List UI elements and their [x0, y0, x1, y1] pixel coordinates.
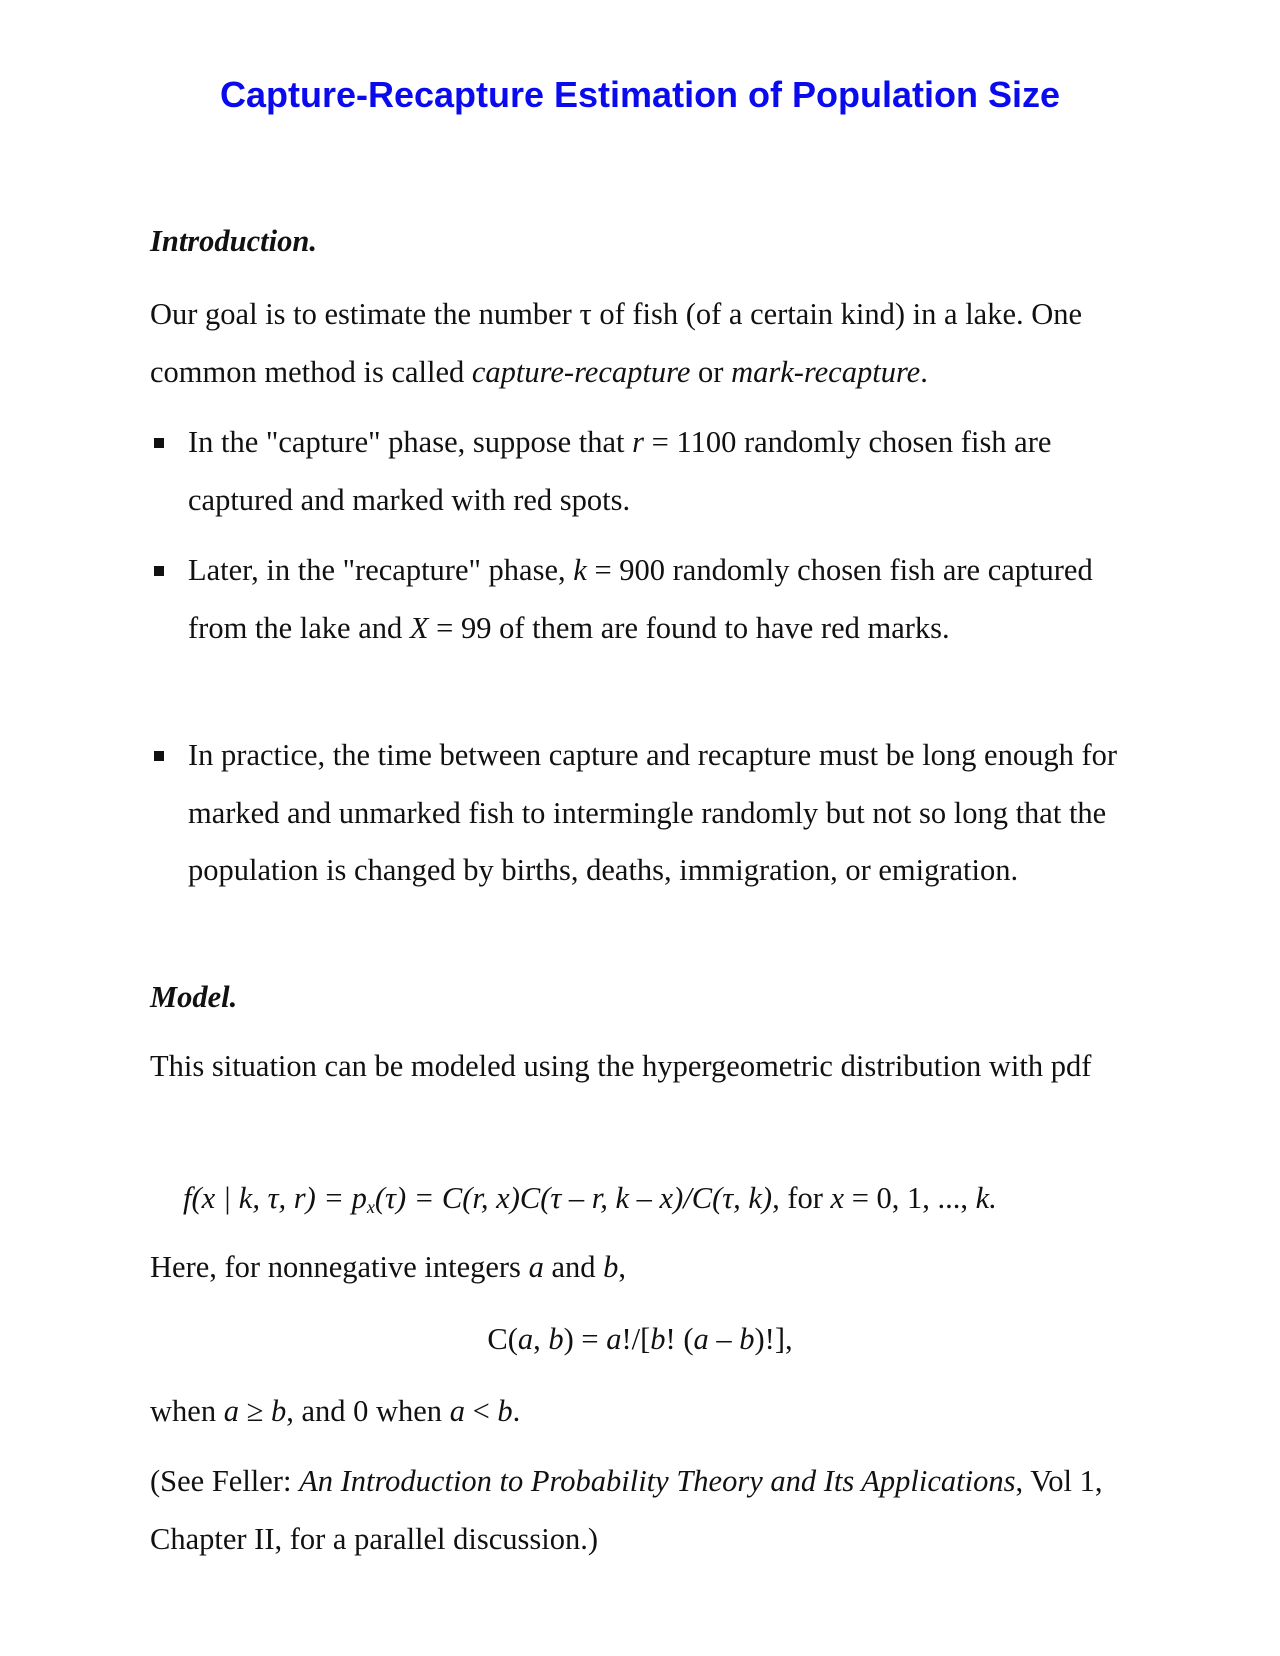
- bullet-item: In the "capture" phase, suppose that r = 1100 randomly chosen fish are captured and marked with red spots.: [188, 425, 1052, 517]
- bullet-icon: [154, 566, 164, 576]
- bullet-icon: [154, 438, 164, 448]
- reference-text: (See Feller: An Introduction to Probability Theory and Its Applications, Vol 1, Chapter II, for a parallel discussion.): [150, 1464, 1103, 1556]
- bullet-item: In practice, the time between capture and recapture must be long enough for marked and unmarked fish to intermingle randomly but not so long that the population is changed by births, deaths, immigration, or emigration.: [188, 738, 1118, 887]
- model-paragraph: This situation can be modeled using the hypergeometric distribution with pdf: [150, 1049, 1092, 1083]
- intro-paragraph: Our goal is to estimate the number τ of fish (of a certain kind) in a lake. One common method is called capture-recapture or mark-recapture.: [150, 297, 1083, 389]
- bullet-icon: [154, 751, 164, 761]
- pdf-formula: f(x | k, τ, $r) = p_x(\tau) = C(r$, x)C(τ – r, k – x)/C(τ, k), for x = 0, 1, ..., k.: [183, 1181, 997, 1217]
- when-text: when a ≥ b, and 0 when a < b.: [150, 1394, 521, 1428]
- here-text: Here, for nonnegative integers a and b,: [150, 1250, 626, 1284]
- bullet-item: Later, in the "recapture" phase, k = 900 randomly chosen fish are captured from the lake and X = 99 of them are found to have red marks.: [188, 553, 1093, 645]
- section-heading-model: Model.: [150, 980, 238, 1014]
- section-heading-introduction: Introduction.: [150, 224, 317, 258]
- combination-formula: C(a, b) = a!/[b! (a – b)!],: [487, 1322, 793, 1356]
- page-title: Capture-Recapture Estimation of Population Size: [219, 74, 1061, 115]
